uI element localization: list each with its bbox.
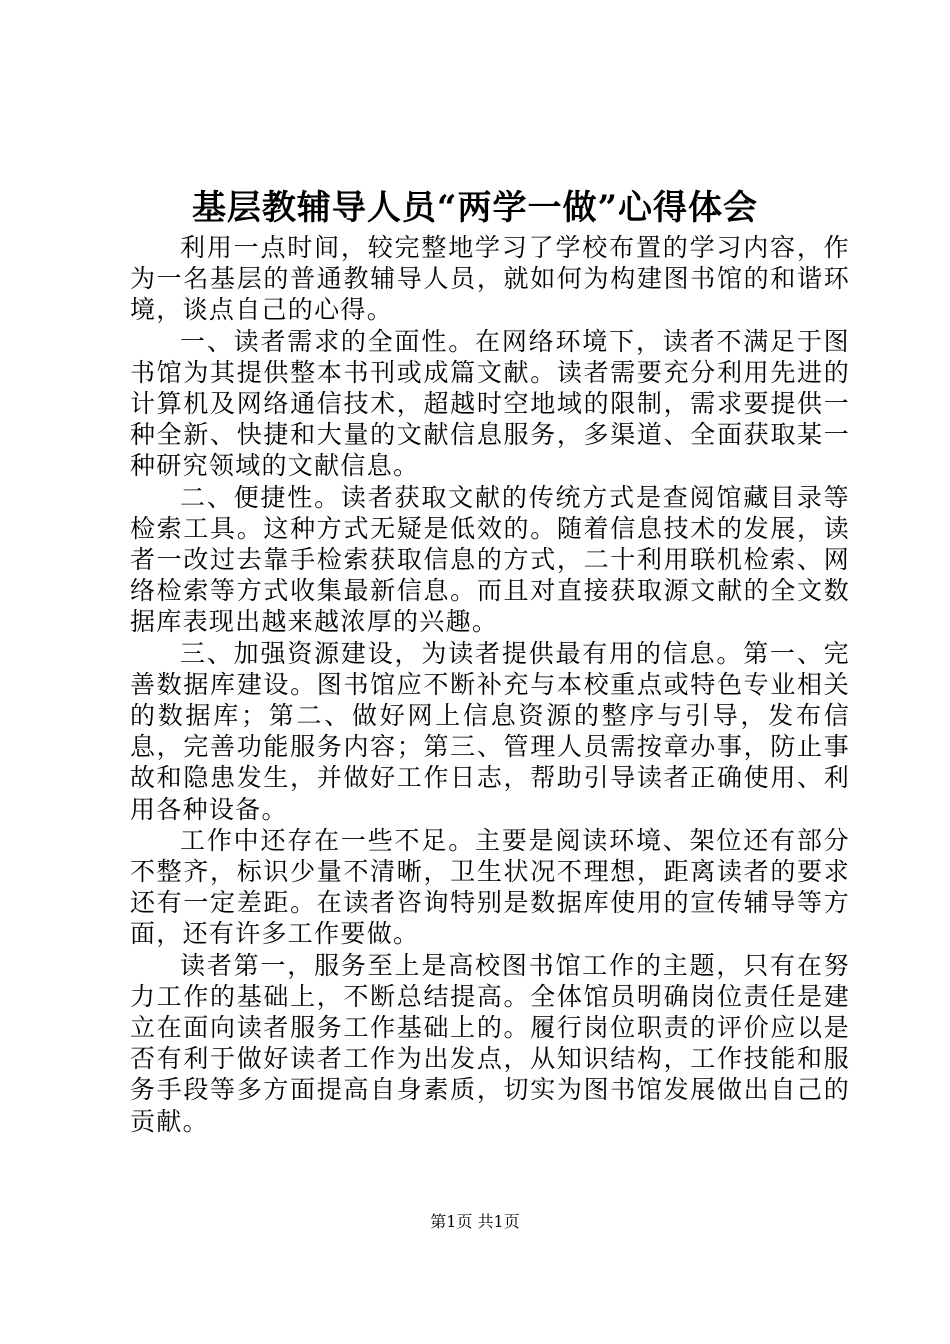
paragraph-convenience: 二、便捷性。读者获取文献的传统方式是查阅馆藏目录等检索工具。这种方式无疑是低效的。随着信息技术的发展，读者一改过去靠手检索获取信息的方式，二十利用联机检索、网络检索等方式收集最新信息。而且对直接获取源文献的全文数据库表现出越来越浓厚的兴趣。: [130, 482, 850, 637]
document-title: 基层教辅导人员“两学一做”心得体会: [191, 188, 759, 228]
document-body: [130, 232, 850, 1137]
page-number-footer: 第1页 共1页: [430, 1212, 520, 1231]
paragraph-conclusion: 读者第一，服务至上是高校图书馆工作的主题，只有在努力工作的基础上，不断总结提高。全体馆员明确岗位责任是建立在面向读者服务工作基础上的。履行岗位职责的评价应以是否有利于做好读者工作为出发点，从知识结构，工作技能和服务手段等多方面提高自身素质，切实为图书馆发展做出自己的贡献。: [130, 950, 850, 1136]
paragraph-reader-needs: 一、读者需求的全面性。在网络环境下，读者不满足于图书馆为其提供整本书刊或成篇文献。读者需要充分利用先进的计算机及网络通信技术，超越时空地域的限制，需求要提供一种全新、快捷和大量的文献信息服务，多渠道、全面获取某一种研究领域的文献信息。: [130, 326, 850, 481]
paragraph-resource-building: 三、加强资源建设，为读者提供最有用的信息。第一、完善数据库建设。图书馆应不断补充与本校重点或特色专业相关的数据库；第二、做好网上信息资源的整序与引导，发布信息，完善功能服务内容；第三、管理人员需按章办事，防止事故和隐患发生，并做好工作日志，帮助引导读者正确使用、利用各种设备。: [130, 638, 850, 824]
paragraph-intro: 利用一点时间，较完整地学习了学校布置的学习内容，作为一名基层的普通教辅导人员，就如何为构建图书馆的和谐环境，谈点自己的心得。: [130, 233, 850, 325]
paragraph-shortcomings: 工作中还存在一些不足。主要是阅读环境、架位还有部分不整齐，标识少量不清晰，卫生状况不理想，距离读者的要求还有一定差距。在读者咨询特别是数据库使用的宣传辅导等方面，还有许多工作要做。: [130, 825, 850, 949]
